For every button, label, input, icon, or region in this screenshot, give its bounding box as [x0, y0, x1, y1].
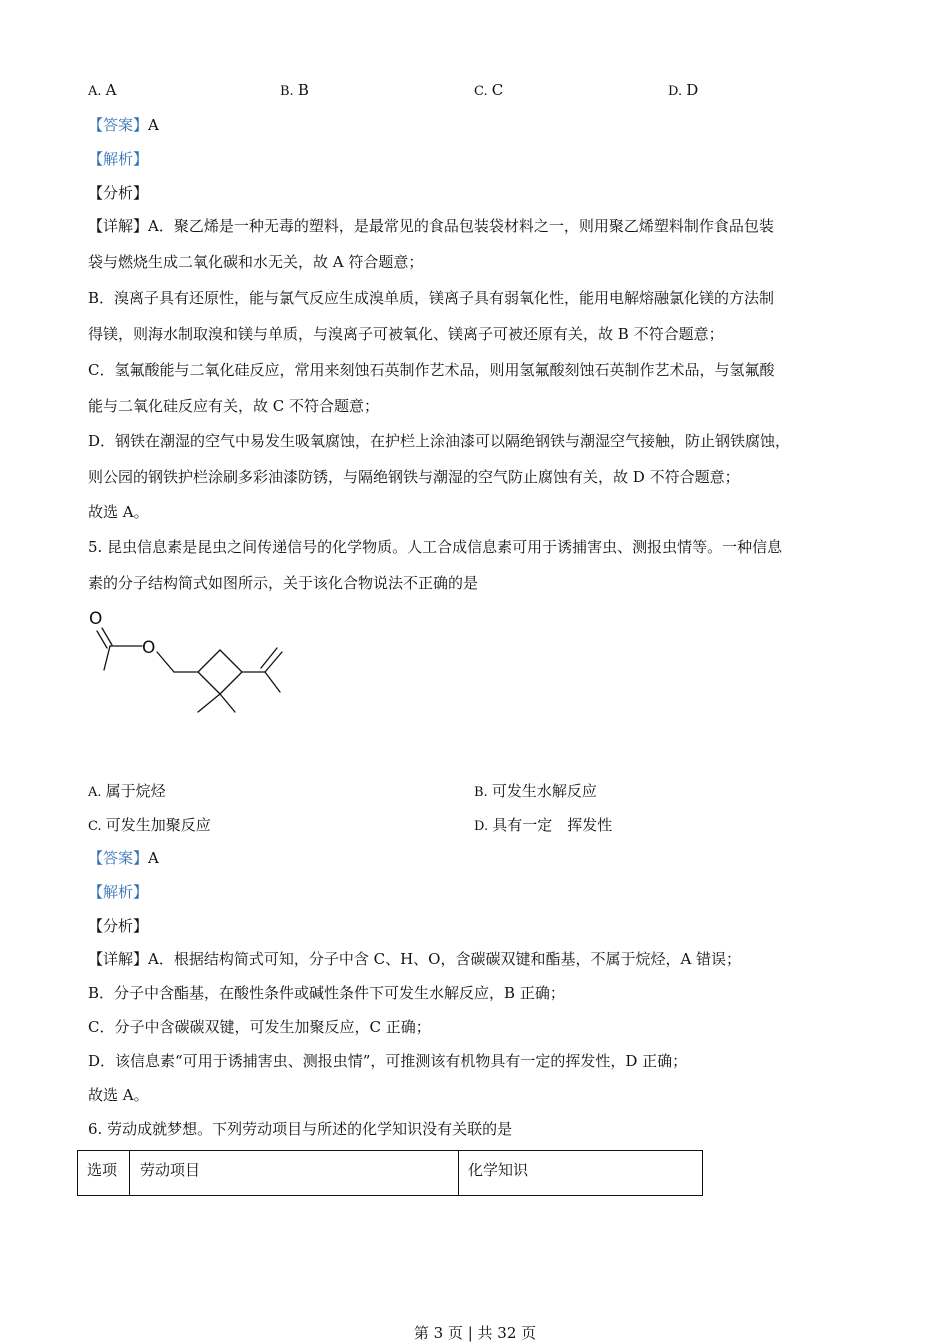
q5-detail-line: 故选 A。: [88, 1086, 149, 1104]
table-header-cell: 化学知识: [468, 1161, 529, 1179]
q4-detail-line: 故选 A。: [88, 503, 149, 521]
q4-option-b: B. B: [280, 81, 309, 99]
table-header-cell: 劳动项目: [140, 1161, 201, 1179]
q4-option-a: A. A: [88, 81, 117, 99]
q5-detail-line: B．分子中含酯基，在酸性条件或碱性条件下可发生水解反应，B 正确；: [88, 984, 565, 1002]
molecule-atom-label: O: [142, 638, 156, 658]
answer-tag: 【答案】: [88, 116, 149, 134]
q5-answer: [88, 848, 159, 868]
q4-detail-line: C．氢氟酸能与二氧化硅反应，常用来刻蚀石英制作艺术品，则用氢氟酸刻蚀石英制作艺术品，与氢氟酸: [88, 361, 775, 379]
q4-answer: [88, 115, 159, 135]
table-divider: [129, 1151, 130, 1195]
q4-detail-line: 【详解】A．聚乙烯是一种无毒的塑料，是最常见的食品包装袋材料之一，则用聚乙烯塑料制作食品包装: [88, 217, 774, 235]
q4-option-c: C. C: [474, 81, 504, 99]
q4-detail-line: D．钢铁在潮湿的空气中易发生吸氧腐蚀，在护栏上涂油漆可以隔绝钢铁与潮湿空气接触，防止钢铁腐蚀，: [88, 432, 791, 450]
q5-option-b: B. 可发生水解反应: [474, 782, 597, 800]
q5-stem-line: 素的分子结构简式如图所示，关于该化合物说法不正确的是: [88, 574, 479, 592]
q4-detail-line: 则公园的钢铁护栏涂刷多彩油漆防锈，与隔绝钢铁与潮湿的空气防止腐蚀有关，故 D 不符合题意；: [88, 468, 740, 486]
q5-analysis-tag: 【解析】: [88, 883, 149, 901]
molecule-structure-diagram: [80, 600, 300, 720]
q6-stem: 6. 劳动成就梦想。下列劳动项目与所述的化学知识没有关联的是: [88, 1120, 513, 1138]
q4-detail-line: B．溴离子具有还原性，能与氯气反应生成溴单质，镁离子具有弱氧化性，能用电解熔融氯化镁的方法制: [88, 289, 775, 307]
q5-option-c: C. 可发生加聚反应: [88, 816, 211, 834]
q4-option-d: D. D: [668, 81, 699, 99]
page-footer: 第 3 页 | 共 32 页: [413, 1324, 537, 1342]
q5-option-a: A. 属于烷烃: [88, 782, 166, 800]
q5-detail-line: D．该信息素“可用于诱捕害虫、测报虫情”，可推测该有机物具有一定的挥发性，D 正确；: [88, 1052, 688, 1070]
molecule-atom-label: O: [89, 609, 103, 629]
answer-value: A: [148, 849, 159, 867]
q5-option-d: D. 具有一定 挥发性: [474, 816, 613, 834]
q4-detail-line: 能与二氧化硅反应有关，故 C 不符合题意；: [88, 397, 380, 415]
q5-detail-line: 【详解】A．根据结构简式可知，分子中含 C、H、O，含碳碳双键和酯基，不属于烷烃，A 错误；: [88, 950, 742, 968]
q4-detail-line: 袋与燃烧生成二氧化碳和水无关，故 A 符合题意；: [88, 253, 424, 271]
q5-stem-line: 5. 昆虫信息素是昆虫之间传递信号的化学物质。人工合成信息素可用于诱捕害虫、测报虫情等。一种信息: [88, 538, 783, 556]
table-divider: [458, 1151, 459, 1195]
q5-fenxi: 【分析】: [88, 917, 149, 935]
q4-detail-line: 得镁，则海水制取溴和镁与单质，与溴离子可被氧化、镁离子可被还原有关，故 B 不符合题意；: [88, 325, 724, 343]
q4-analysis-tag: 【解析】: [88, 150, 149, 168]
q4-fenxi: 【分析】: [88, 184, 149, 202]
table-header-cell: 选项: [87, 1161, 118, 1179]
answer-value: A: [148, 116, 159, 134]
answer-tag: 【答案】: [88, 849, 149, 867]
q5-detail-line: C．分子中含碳碳双键，可发生加聚反应，C 正确；: [88, 1018, 431, 1036]
q6-table: [77, 1150, 703, 1196]
